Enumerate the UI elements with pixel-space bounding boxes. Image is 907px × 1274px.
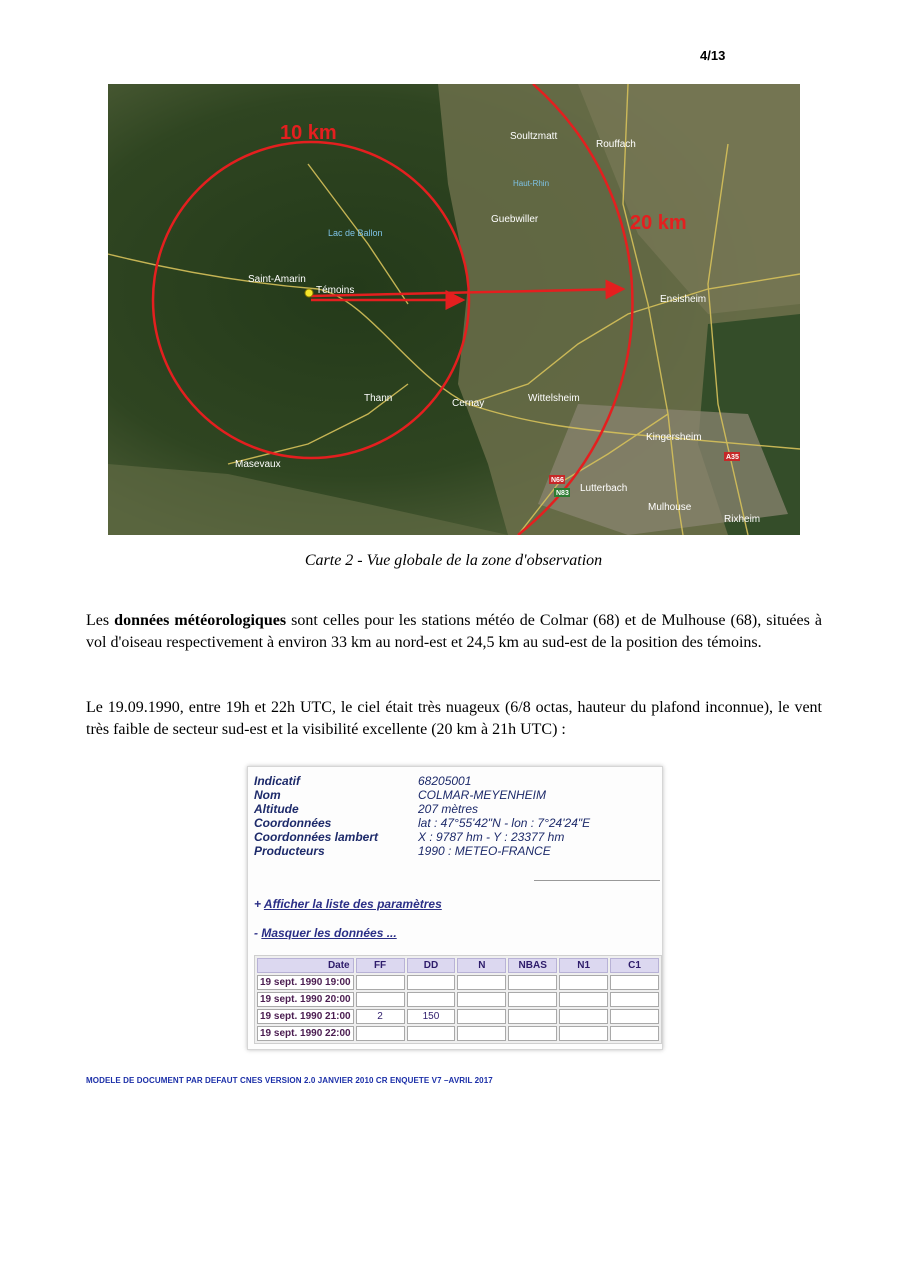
place-rouffach: Rouffach	[596, 139, 636, 150]
table-cell	[457, 975, 506, 990]
column-header-dd: DD	[407, 958, 456, 973]
table-cell	[407, 1026, 456, 1041]
table-cell	[559, 992, 608, 1007]
map-caption: Carte 2 - Vue globale de la zone d'observation	[304, 552, 603, 569]
weather-data-table	[254, 955, 662, 1044]
table-cell	[610, 1026, 659, 1041]
station-value: X : 9787 hm - Y : 23377 hm	[418, 830, 565, 844]
map-canvas	[108, 84, 800, 535]
show-params-prefix: +	[254, 897, 264, 911]
table-cell	[508, 975, 557, 990]
table-cell	[356, 975, 405, 990]
road-a35-label: A35	[726, 454, 739, 461]
station-label: Producteurs	[254, 844, 325, 858]
place-lutterbach: Lutterbach	[580, 483, 628, 494]
divider	[534, 880, 660, 881]
place-lac-ballon: Lac de Ballon	[328, 228, 383, 238]
satellite-map	[108, 84, 800, 535]
station-value: 68205001	[418, 774, 472, 788]
station-label: Coordonnées lambert	[254, 830, 379, 844]
station-value: COLMAR-MEYENHEIM	[418, 788, 547, 802]
column-header-n: N	[457, 958, 506, 973]
place-guebwiller: Guebwiller	[491, 214, 539, 225]
table-cell	[356, 992, 405, 1007]
station-value: lat : 47°55'42"N - lon : 7°24'24"E	[418, 816, 591, 830]
paragraph-weather-sources	[86, 610, 822, 654]
station-value: 1990 : METEO-FRANCE	[418, 844, 551, 858]
witness-pin-icon	[305, 289, 313, 297]
place-soultzmatt: Soultzmatt	[510, 131, 558, 142]
table-cell: 150	[407, 1009, 456, 1024]
place-cernay: Cernay	[452, 398, 485, 409]
place-masevaux: Masevaux	[235, 459, 281, 470]
column-header-nbas: NBAS	[508, 958, 557, 973]
station-value: 207 mètres	[418, 802, 479, 816]
road-n66-label: N66	[551, 477, 564, 484]
table-row	[257, 1009, 659, 1024]
hide-data-link[interactable]: Masquer les données ...	[261, 926, 397, 940]
ring-10km-label: 10 km	[280, 122, 337, 144]
table-cell	[407, 975, 456, 990]
page-number: 4/13	[700, 48, 726, 63]
show-params-link[interactable]: Afficher la liste des paramètres	[263, 897, 442, 911]
road-n83-label: N83	[556, 490, 569, 497]
table-cell	[610, 975, 659, 990]
table-cell	[610, 992, 659, 1007]
paragraph-text-post: sont celles pour les stations météo de Colmar (68) et de Mulhouse (68), situées à vol d'oiseau respectivement à environ 33 km au nord-est et 24,5 km au sud-est de la position des témoins.	[86, 612, 822, 651]
column-header-date: Date	[257, 958, 354, 973]
table-cell	[559, 1009, 608, 1024]
place-thann: Thann	[364, 393, 393, 404]
place-wittelsheim: Wittelsheim	[528, 393, 580, 404]
table-cell	[457, 1009, 506, 1024]
table-header-row	[257, 958, 659, 973]
hide-data-row	[254, 926, 397, 940]
table-cell-date: 19 sept. 1990 22:00	[257, 1026, 354, 1041]
paragraph-weather-conditions: Le 19.09.1990, entre 19h et 22h UTC, le ciel était très nuageux (6/8 octas, hauteur du plafond inconnue), le vent très faible de secteur sud-est et la visibilité excellente (20 km à 21h UTC) :	[86, 699, 822, 738]
station-label: Nom	[254, 788, 281, 802]
column-header-c1: C1	[610, 958, 659, 973]
place-saint-amarin: Saint-Amarin	[248, 274, 306, 285]
table-cell	[356, 1026, 405, 1041]
station-label: Indicatif	[254, 774, 301, 788]
place-rixheim: Rixheim	[724, 514, 761, 525]
table-cell	[508, 1026, 557, 1041]
table-cell	[457, 1026, 506, 1041]
table-row	[257, 992, 659, 1007]
table-cell	[508, 992, 557, 1007]
table-cell	[407, 992, 456, 1007]
column-header-n1: N1	[559, 958, 608, 973]
place-mulhouse: Mulhouse	[648, 502, 692, 513]
document-footer: MODELE DE DOCUMENT PAR DEFAUT CNES VERSION 2.0 JANVIER 2010 CR ENQUETE V7 –AVRIL 2017	[86, 1076, 493, 1085]
hide-data-prefix: -	[254, 926, 262, 940]
station-data-panel	[247, 766, 663, 1050]
table-cell: 2	[356, 1009, 405, 1024]
table-row	[257, 975, 659, 990]
column-header-ff: FF	[356, 958, 405, 973]
table-cell	[508, 1009, 557, 1024]
station-label: Coordonnées	[254, 816, 332, 830]
place-ensisheim: Ensisheim	[660, 294, 707, 305]
table-cell	[559, 1026, 608, 1041]
table-row	[257, 1026, 659, 1041]
station-label: Altitude	[254, 802, 299, 816]
table-cell-date: 19 sept. 1990 20:00	[257, 992, 354, 1007]
table-cell	[559, 975, 608, 990]
place-temoins: Témoins	[316, 285, 355, 296]
table-cell	[457, 992, 506, 1007]
place-kingersheim: Kingersheim	[646, 432, 702, 443]
paragraph-text-pre: Les	[86, 612, 115, 629]
show-params-row	[254, 897, 442, 911]
ring-20km-label: 20 km	[630, 212, 687, 234]
table-cell-date: 19 sept. 1990 21:00	[257, 1009, 354, 1024]
paragraph-text-bold: données météorologiques	[114, 612, 287, 629]
table-cell	[610, 1009, 659, 1024]
place-haut-rhin: Haut-Rhin	[513, 179, 550, 188]
table-cell-date: 19 sept. 1990 19:00	[257, 975, 354, 990]
